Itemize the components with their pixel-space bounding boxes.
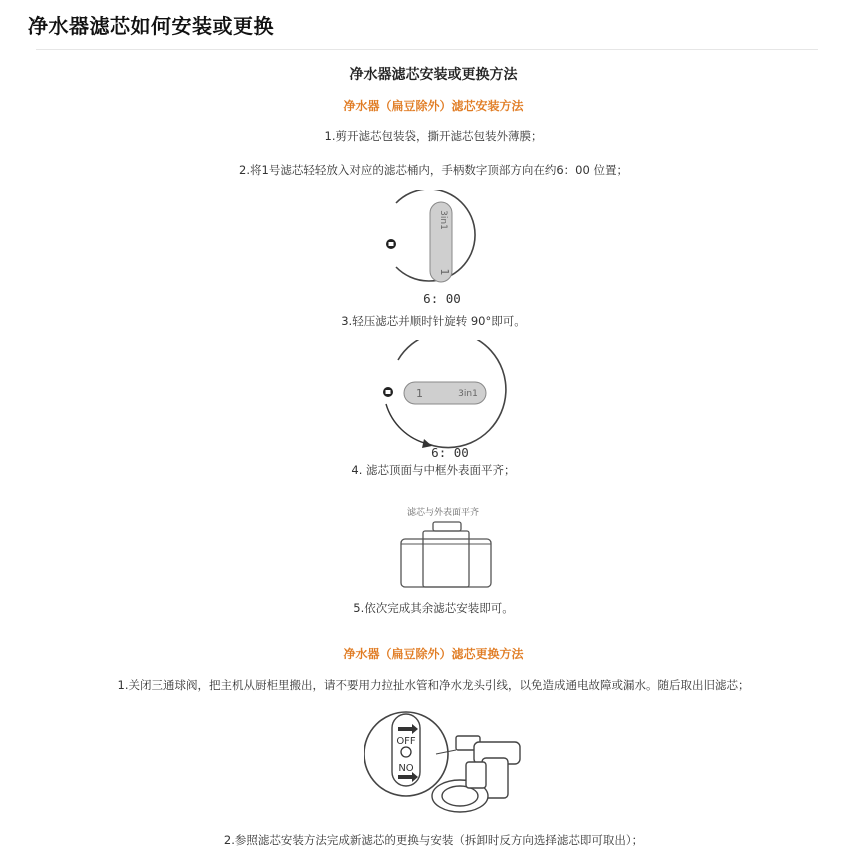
clock-position-label: 6: 00 [431,445,469,460]
figure-flush-surface [383,502,503,592]
title-divider [36,49,818,50]
figure-handle-rotated [368,340,508,460]
clock-position-label: 6: 00 [423,291,461,305]
replace-step-1: 1.关闭三通球阀，把主机从厨柜里搬出，请不要用力拉扯水管和净水龙头引线，以免造成通电故障或漏水。随后取出旧滤芯； [117,678,750,692]
figure-ball-valve [364,702,534,822]
install-step-4: 4. 滤芯顶面与中框外表面平齐； [351,463,516,477]
page-title: 净水器滤芯如何安装或更换 [28,14,274,38]
install-step-1: 1.剪开滤芯包装袋，撕开滤芯包装外薄膜； [324,129,543,143]
handle-number-label: 1 [438,268,451,276]
replace-section-heading: 净水器（扁豆除外）滤芯更换方法 [343,647,524,661]
valve-off-label: OFF [396,736,416,747]
filter-top [433,522,461,531]
install-step-3: 3.轻压滤芯并顺时针旋转 90°即可。 [341,314,526,328]
valve-on-label: NO [398,763,414,774]
install-section-heading: 净水器（扁豆除外）滤芯安装方法 [343,99,524,113]
handle-number-label: 1 [416,387,423,400]
install-step-5: 5.依次完成其余滤芯安装即可。 [353,601,514,615]
replace-step-2: 2.参照滤芯安装方法完成新滤芯的更换与安装（拆卸时反方向选择滤芯即可取出）； [223,833,644,847]
valve-center-circle [401,747,411,757]
figure-handle-6-oclock [370,190,510,305]
main-heading: 净水器滤芯安装或更换方法 [349,67,518,83]
install-step-2: 2.将1号滤芯轻轻放入对应的滤芯桶内，手柄数字顶部方向在约6：00 位置； [239,163,628,177]
rotation-arrow-path [386,404,428,444]
handle-text-label: 3in1 [458,389,478,399]
flush-caption: 滤芯与外表面平齐 [406,508,480,518]
lock-icon [386,239,396,249]
frame-outline [401,539,491,587]
lock-icon [383,387,393,397]
handle-text-label: 3in1 [438,210,448,230]
